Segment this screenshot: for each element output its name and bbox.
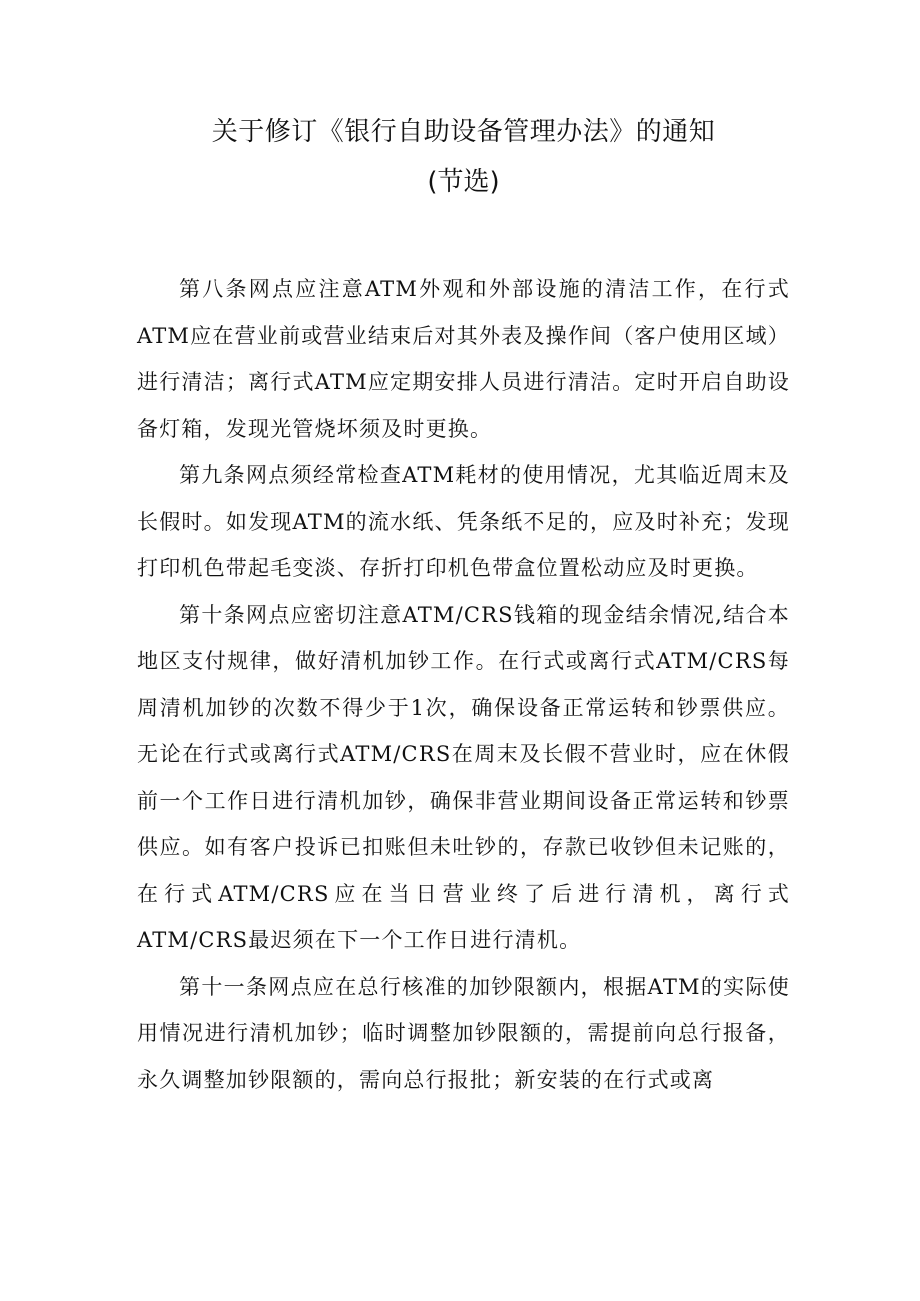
document-title: 关于修订《银行自助设备管理办法》的通知 [211, 117, 716, 147]
article-10-paragraph: 第十条网点应密切注意ATM/CRS钱箱的现金结余情况,结合本地区支付规律，做好清机加钞工作。在行式或离行式ATM/CRS每周清机加钞的次数不得少于1次，确保设备正常运转和钞票供应。无论在行式或离行式ATM/CRS在周末及长假不营业时，应在休假前一个工作日进行清机加钞，确保非营业期间设备正常运转和钞票供应。如有客户投诉已扣账但未吐钞的，存款已收钞但未记账的，在行式ATM/CRS应在当日营业终了后进行清机，离行式ATM/CRS最迟须在下一个工作日进行清机。 [137, 602, 790, 952]
article-11-paragraph: 第十一条网点应在总行核准的加钞限额内，根据ATM的实际使用情况进行清机加钞；临时调整加钞限额的，需提前向总行报备，永久调整加钞限额的，需向总行报批；新安装的在行式或离 [137, 974, 790, 1092]
article-9-paragraph: 第九条网点须经常检查ATM耗材的使用情况，尤其临近周末及长假时。如发现ATM的流水纸、凭条纸不足的，应及时补充；发现打印机色带起毛变淡、存折打印机色带盒位置松动应及时更换。 [137, 463, 790, 580]
document-subtitle: (节选) [427, 167, 500, 197]
document-body [137, 266, 790, 1103]
article-8-paragraph: 第八条网点应注意ATM外观和外部设施的清洁工作，在行式ATM应在营业前或营业结束后对其外表及操作间（客户使用区域）进行清洁；离行式ATM应定期安排人员进行清洁。定时开启自助设备灯箱，发现光管烧坏须及时更换。 [137, 277, 790, 441]
